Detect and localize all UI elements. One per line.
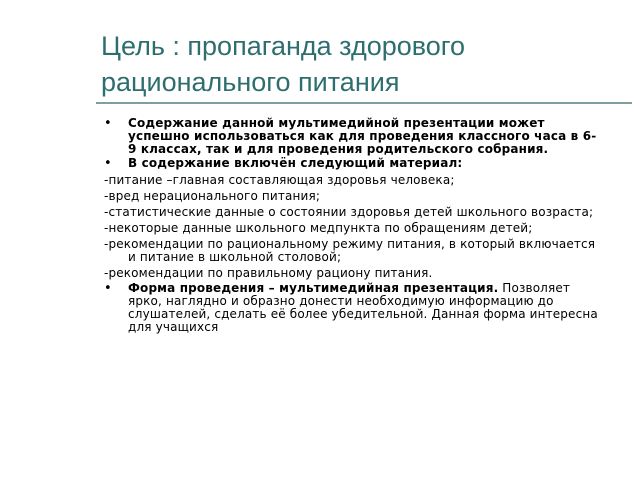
- bullet-icon: •: [104, 156, 112, 171]
- bullet-text: В содержание включён следующий материал:: [128, 156, 463, 170]
- bullet-item: [104, 117, 604, 156]
- bullet-item: [104, 282, 604, 334]
- slide-body: [104, 117, 604, 335]
- bullet-icon: •: [104, 281, 112, 296]
- bullet-text: Позволяет ярко, наглядно и образно донести необходимую информацию до слушателей, сделать её более убедительной. Данная форма интересна для учащихся: [128, 281, 598, 334]
- bullet-text-bold: Форма проведения – мультимедийная презентация.: [128, 281, 499, 295]
- slide-title: Цель : пропаганда здорового рационального питания: [101, 31, 466, 97]
- bullet-text: Содержание данной мультимедийной презентации может успешно использоваться как для проведения классного часа в 6-9 классах, так и для проведения родительского собрания.: [128, 116, 597, 156]
- list-line: -рекомендации по рациональному режиму питания, в который включается и питание в школьной столовой;: [104, 237, 596, 264]
- bullet-icon: •: [104, 116, 112, 131]
- list-line: -некоторые данные школьного медпункта по обращениям детей;: [104, 221, 533, 235]
- title-divider: [96, 102, 632, 104]
- list-line: -рекомендации по правильному рациону питания.: [104, 266, 433, 280]
- list-line: -вред нерационального питания;: [104, 189, 321, 203]
- list-line: -питание –главная составляющая здоровья человека;: [104, 173, 455, 187]
- list-line: -статистические данные о состоянии здоровья детей школьного возраста;: [104, 205, 594, 219]
- bullet-item: [104, 157, 604, 170]
